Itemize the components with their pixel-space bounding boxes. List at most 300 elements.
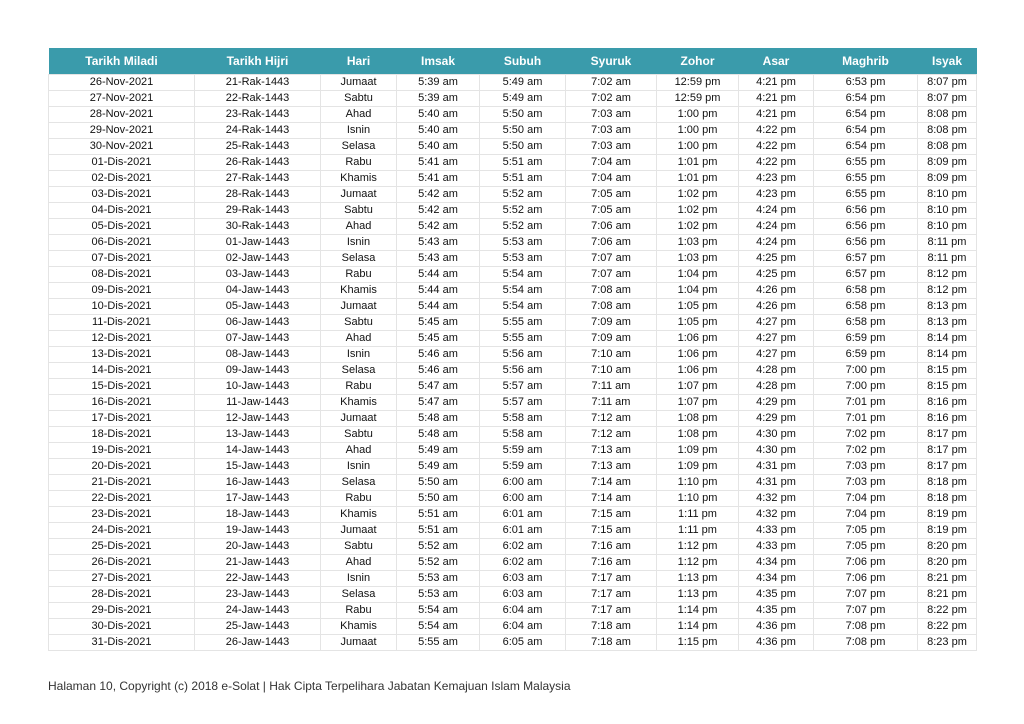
cell-tarikh-hijri: 25-Jaw-1443 <box>195 619 321 635</box>
cell-tarikh-hijri: 12-Jaw-1443 <box>195 411 321 427</box>
cell-isyak: 8:08 pm <box>918 139 977 155</box>
cell-syuruk: 7:05 am <box>566 203 657 219</box>
cell-subuh: 5:57 am <box>480 395 566 411</box>
cell-maghrib: 7:01 pm <box>814 411 918 427</box>
cell-subuh: 5:59 am <box>480 443 566 459</box>
cell-zohor: 1:01 pm <box>657 155 739 171</box>
cell-zohor: 1:00 pm <box>657 107 739 123</box>
table-row <box>49 395 977 411</box>
cell-subuh: 6:01 am <box>480 523 566 539</box>
cell-asar: 4:27 pm <box>739 315 814 331</box>
cell-syuruk: 7:06 am <box>566 235 657 251</box>
cell-imsak: 5:47 am <box>397 395 480 411</box>
cell-hari: Jumaat <box>321 411 397 427</box>
cell-zohor: 1:12 pm <box>657 555 739 571</box>
cell-zohor: 1:10 pm <box>657 491 739 507</box>
cell-zohor: 12:59 pm <box>657 75 739 91</box>
cell-tarikh-miladi: 29-Dis-2021 <box>49 603 195 619</box>
cell-hari: Selasa <box>321 139 397 155</box>
cell-imsak: 5:42 am <box>397 219 480 235</box>
table-row <box>49 555 977 571</box>
cell-asar: 4:32 pm <box>739 491 814 507</box>
cell-isyak: 8:19 pm <box>918 507 977 523</box>
cell-hari: Selasa <box>321 363 397 379</box>
cell-isyak: 8:07 pm <box>918 75 977 91</box>
cell-isyak: 8:15 pm <box>918 363 977 379</box>
cell-zohor: 1:03 pm <box>657 235 739 251</box>
cell-tarikh-hijri: 01-Jaw-1443 <box>195 235 321 251</box>
cell-zohor: 1:08 pm <box>657 427 739 443</box>
cell-subuh: 5:55 am <box>480 315 566 331</box>
cell-syuruk: 7:17 am <box>566 587 657 603</box>
cell-asar: 4:21 pm <box>739 107 814 123</box>
cell-tarikh-hijri: 23-Rak-1443 <box>195 107 321 123</box>
cell-tarikh-hijri: 19-Jaw-1443 <box>195 523 321 539</box>
cell-imsak: 5:40 am <box>397 139 480 155</box>
table-header-row <box>49 48 977 75</box>
cell-isyak: 8:14 pm <box>918 331 977 347</box>
cell-imsak: 5:42 am <box>397 187 480 203</box>
table-row <box>49 571 977 587</box>
cell-zohor: 1:03 pm <box>657 251 739 267</box>
table-row <box>49 507 977 523</box>
cell-syuruk: 7:14 am <box>566 475 657 491</box>
cell-subuh: 6:02 am <box>480 555 566 571</box>
cell-hari: Khamis <box>321 395 397 411</box>
cell-asar: 4:33 pm <box>739 523 814 539</box>
table-row <box>49 539 977 555</box>
cell-maghrib: 6:54 pm <box>814 123 918 139</box>
table-row <box>49 283 977 299</box>
cell-tarikh-hijri: 26-Jaw-1443 <box>195 635 321 651</box>
cell-hari: Khamis <box>321 283 397 299</box>
cell-maghrib: 7:07 pm <box>814 603 918 619</box>
cell-tarikh-miladi: 09-Dis-2021 <box>49 283 195 299</box>
cell-maghrib: 7:08 pm <box>814 619 918 635</box>
cell-tarikh-hijri: 20-Jaw-1443 <box>195 539 321 555</box>
cell-tarikh-miladi: 27-Dis-2021 <box>49 571 195 587</box>
cell-imsak: 5:47 am <box>397 379 480 395</box>
cell-subuh: 5:50 am <box>480 107 566 123</box>
cell-tarikh-hijri: 10-Jaw-1443 <box>195 379 321 395</box>
cell-syuruk: 7:10 am <box>566 347 657 363</box>
cell-tarikh-hijri: 22-Rak-1443 <box>195 91 321 107</box>
table-body <box>49 75 977 651</box>
cell-tarikh-miladi: 13-Dis-2021 <box>49 347 195 363</box>
cell-isyak: 8:08 pm <box>918 107 977 123</box>
cell-hari: Rabu <box>321 379 397 395</box>
column-header-subuh: Subuh <box>480 48 566 75</box>
cell-imsak: 5:43 am <box>397 235 480 251</box>
cell-imsak: 5:40 am <box>397 107 480 123</box>
cell-imsak: 5:46 am <box>397 347 480 363</box>
table-row <box>49 331 977 347</box>
cell-tarikh-miladi: 30-Dis-2021 <box>49 619 195 635</box>
cell-tarikh-miladi: 26-Nov-2021 <box>49 75 195 91</box>
cell-syuruk: 7:09 am <box>566 331 657 347</box>
cell-asar: 4:26 pm <box>739 283 814 299</box>
cell-asar: 4:35 pm <box>739 587 814 603</box>
cell-asar: 4:22 pm <box>739 155 814 171</box>
cell-maghrib: 7:05 pm <box>814 523 918 539</box>
cell-maghrib: 6:55 pm <box>814 171 918 187</box>
cell-imsak: 5:53 am <box>397 587 480 603</box>
cell-tarikh-miladi: 16-Dis-2021 <box>49 395 195 411</box>
cell-tarikh-hijri: 25-Rak-1443 <box>195 139 321 155</box>
cell-hari: Khamis <box>321 619 397 635</box>
cell-isyak: 8:11 pm <box>918 251 977 267</box>
cell-isyak: 8:18 pm <box>918 475 977 491</box>
table-row <box>49 203 977 219</box>
cell-tarikh-miladi: 30-Nov-2021 <box>49 139 195 155</box>
cell-tarikh-hijri: 28-Rak-1443 <box>195 187 321 203</box>
cell-zohor: 1:09 pm <box>657 459 739 475</box>
cell-isyak: 8:17 pm <box>918 427 977 443</box>
cell-tarikh-hijri: 18-Jaw-1443 <box>195 507 321 523</box>
cell-asar: 4:23 pm <box>739 171 814 187</box>
cell-asar: 4:34 pm <box>739 571 814 587</box>
cell-imsak: 5:51 am <box>397 507 480 523</box>
prayer-times-table <box>48 48 977 651</box>
cell-syuruk: 7:08 am <box>566 299 657 315</box>
cell-hari: Isnin <box>321 459 397 475</box>
cell-tarikh-hijri: 22-Jaw-1443 <box>195 571 321 587</box>
cell-tarikh-miladi: 08-Dis-2021 <box>49 267 195 283</box>
cell-asar: 4:31 pm <box>739 459 814 475</box>
cell-tarikh-hijri: 04-Jaw-1443 <box>195 283 321 299</box>
cell-isyak: 8:10 pm <box>918 219 977 235</box>
cell-subuh: 6:00 am <box>480 491 566 507</box>
cell-hari: Rabu <box>321 155 397 171</box>
cell-subuh: 6:03 am <box>480 571 566 587</box>
cell-imsak: 5:49 am <box>397 443 480 459</box>
cell-tarikh-hijri: 24-Rak-1443 <box>195 123 321 139</box>
cell-hari: Khamis <box>321 171 397 187</box>
cell-tarikh-miladi: 04-Dis-2021 <box>49 203 195 219</box>
cell-asar: 4:27 pm <box>739 331 814 347</box>
table-row <box>49 139 977 155</box>
cell-isyak: 8:10 pm <box>918 203 977 219</box>
cell-maghrib: 6:55 pm <box>814 187 918 203</box>
cell-tarikh-miladi: 07-Dis-2021 <box>49 251 195 267</box>
cell-tarikh-miladi: 15-Dis-2021 <box>49 379 195 395</box>
cell-asar: 4:21 pm <box>739 91 814 107</box>
cell-isyak: 8:07 pm <box>918 91 977 107</box>
cell-zohor: 1:06 pm <box>657 331 739 347</box>
cell-zohor: 1:14 pm <box>657 603 739 619</box>
cell-tarikh-hijri: 11-Jaw-1443 <box>195 395 321 411</box>
cell-syuruk: 7:13 am <box>566 459 657 475</box>
cell-subuh: 5:57 am <box>480 379 566 395</box>
cell-syuruk: 7:15 am <box>566 523 657 539</box>
cell-hari: Jumaat <box>321 523 397 539</box>
cell-isyak: 8:13 pm <box>918 299 977 315</box>
cell-zohor: 1:05 pm <box>657 299 739 315</box>
cell-imsak: 5:52 am <box>397 539 480 555</box>
cell-zohor: 1:02 pm <box>657 203 739 219</box>
cell-tarikh-miladi: 05-Dis-2021 <box>49 219 195 235</box>
cell-asar: 4:23 pm <box>739 187 814 203</box>
cell-maghrib: 6:54 pm <box>814 107 918 123</box>
cell-zohor: 1:04 pm <box>657 267 739 283</box>
cell-asar: 4:25 pm <box>739 251 814 267</box>
cell-zohor: 1:13 pm <box>657 587 739 603</box>
column-header-maghrib: Maghrib <box>814 48 918 75</box>
cell-hari: Selasa <box>321 251 397 267</box>
cell-asar: 4:28 pm <box>739 363 814 379</box>
cell-subuh: 5:56 am <box>480 347 566 363</box>
cell-tarikh-miladi: 25-Dis-2021 <box>49 539 195 555</box>
cell-zohor: 1:01 pm <box>657 171 739 187</box>
cell-hari: Sabtu <box>321 91 397 107</box>
cell-zohor: 1:06 pm <box>657 347 739 363</box>
cell-maghrib: 6:58 pm <box>814 283 918 299</box>
cell-zohor: 1:00 pm <box>657 123 739 139</box>
cell-tarikh-miladi: 02-Dis-2021 <box>49 171 195 187</box>
cell-syuruk: 7:12 am <box>566 411 657 427</box>
table-row <box>49 235 977 251</box>
cell-tarikh-hijri: 02-Jaw-1443 <box>195 251 321 267</box>
cell-tarikh-miladi: 14-Dis-2021 <box>49 363 195 379</box>
cell-isyak: 8:20 pm <box>918 539 977 555</box>
cell-asar: 4:22 pm <box>739 123 814 139</box>
cell-zohor: 1:07 pm <box>657 395 739 411</box>
cell-zohor: 1:10 pm <box>657 475 739 491</box>
cell-tarikh-miladi: 22-Dis-2021 <box>49 491 195 507</box>
cell-syuruk: 7:16 am <box>566 539 657 555</box>
cell-tarikh-hijri: 24-Jaw-1443 <box>195 603 321 619</box>
cell-zohor: 1:05 pm <box>657 315 739 331</box>
cell-zohor: 1:12 pm <box>657 539 739 555</box>
cell-subuh: 6:03 am <box>480 587 566 603</box>
column-header-tarikh-hijri: Tarikh Hijri <box>195 48 321 75</box>
cell-isyak: 8:22 pm <box>918 619 977 635</box>
cell-syuruk: 7:12 am <box>566 427 657 443</box>
cell-tarikh-miladi: 27-Nov-2021 <box>49 91 195 107</box>
cell-subuh: 6:05 am <box>480 635 566 651</box>
cell-tarikh-miladi: 11-Dis-2021 <box>49 315 195 331</box>
cell-maghrib: 6:59 pm <box>814 331 918 347</box>
cell-subuh: 5:51 am <box>480 155 566 171</box>
cell-isyak: 8:14 pm <box>918 347 977 363</box>
cell-asar: 4:32 pm <box>739 507 814 523</box>
cell-syuruk: 7:09 am <box>566 315 657 331</box>
cell-hari: Sabtu <box>321 539 397 555</box>
cell-syuruk: 7:18 am <box>566 619 657 635</box>
cell-tarikh-miladi: 17-Dis-2021 <box>49 411 195 427</box>
cell-hari: Selasa <box>321 475 397 491</box>
cell-maghrib: 6:56 pm <box>814 203 918 219</box>
table-row <box>49 219 977 235</box>
cell-isyak: 8:08 pm <box>918 123 977 139</box>
table-row <box>49 475 977 491</box>
cell-syuruk: 7:10 am <box>566 363 657 379</box>
cell-imsak: 5:55 am <box>397 635 480 651</box>
cell-maghrib: 7:02 pm <box>814 443 918 459</box>
table-row <box>49 363 977 379</box>
cell-hari: Sabtu <box>321 203 397 219</box>
cell-syuruk: 7:16 am <box>566 555 657 571</box>
cell-asar: 4:29 pm <box>739 411 814 427</box>
cell-subuh: 5:56 am <box>480 363 566 379</box>
cell-zohor: 1:11 pm <box>657 523 739 539</box>
cell-imsak: 5:51 am <box>397 523 480 539</box>
cell-isyak: 8:09 pm <box>918 155 977 171</box>
cell-zohor: 1:02 pm <box>657 219 739 235</box>
cell-zohor: 1:08 pm <box>657 411 739 427</box>
cell-imsak: 5:54 am <box>397 603 480 619</box>
cell-syuruk: 7:02 am <box>566 75 657 91</box>
cell-tarikh-hijri: 27-Rak-1443 <box>195 171 321 187</box>
cell-syuruk: 7:11 am <box>566 395 657 411</box>
cell-isyak: 8:12 pm <box>918 283 977 299</box>
cell-hari: Rabu <box>321 491 397 507</box>
cell-syuruk: 7:13 am <box>566 443 657 459</box>
cell-subuh: 5:58 am <box>480 411 566 427</box>
cell-imsak: 5:45 am <box>397 315 480 331</box>
cell-imsak: 5:44 am <box>397 267 480 283</box>
cell-asar: 4:31 pm <box>739 475 814 491</box>
cell-syuruk: 7:11 am <box>566 379 657 395</box>
cell-tarikh-hijri: 06-Jaw-1443 <box>195 315 321 331</box>
cell-imsak: 5:52 am <box>397 555 480 571</box>
cell-subuh: 5:55 am <box>480 331 566 347</box>
cell-isyak: 8:12 pm <box>918 267 977 283</box>
cell-subuh: 5:50 am <box>480 139 566 155</box>
cell-maghrib: 7:00 pm <box>814 363 918 379</box>
cell-subuh: 5:54 am <box>480 283 566 299</box>
cell-subuh: 5:58 am <box>480 427 566 443</box>
cell-subuh: 5:49 am <box>480 75 566 91</box>
cell-syuruk: 7:04 am <box>566 171 657 187</box>
cell-tarikh-miladi: 21-Dis-2021 <box>49 475 195 491</box>
cell-tarikh-hijri: 26-Rak-1443 <box>195 155 321 171</box>
cell-imsak: 5:49 am <box>397 459 480 475</box>
table-row <box>49 155 977 171</box>
cell-tarikh-hijri: 21-Jaw-1443 <box>195 555 321 571</box>
table-row <box>49 523 977 539</box>
cell-asar: 4:21 pm <box>739 75 814 91</box>
cell-hari: Selasa <box>321 587 397 603</box>
cell-imsak: 5:48 am <box>397 427 480 443</box>
cell-tarikh-hijri: 16-Jaw-1443 <box>195 475 321 491</box>
cell-hari: Jumaat <box>321 75 397 91</box>
cell-syuruk: 7:08 am <box>566 283 657 299</box>
cell-subuh: 6:02 am <box>480 539 566 555</box>
cell-hari: Ahad <box>321 443 397 459</box>
cell-maghrib: 6:57 pm <box>814 251 918 267</box>
cell-asar: 4:28 pm <box>739 379 814 395</box>
cell-zohor: 1:09 pm <box>657 443 739 459</box>
table-row <box>49 107 977 123</box>
cell-hari: Isnin <box>321 123 397 139</box>
cell-subuh: 5:53 am <box>480 235 566 251</box>
cell-imsak: 5:41 am <box>397 155 480 171</box>
cell-zohor: 1:11 pm <box>657 507 739 523</box>
cell-syuruk: 7:02 am <box>566 91 657 107</box>
cell-maghrib: 6:58 pm <box>814 299 918 315</box>
cell-hari: Sabtu <box>321 427 397 443</box>
cell-subuh: 5:53 am <box>480 251 566 267</box>
cell-isyak: 8:10 pm <box>918 187 977 203</box>
cell-tarikh-miladi: 20-Dis-2021 <box>49 459 195 475</box>
cell-hari: Rabu <box>321 267 397 283</box>
column-header-tarikh-miladi: Tarikh Miladi <box>49 48 195 75</box>
cell-maghrib: 6:55 pm <box>814 155 918 171</box>
cell-maghrib: 6:57 pm <box>814 267 918 283</box>
table-row <box>49 619 977 635</box>
cell-tarikh-miladi: 28-Dis-2021 <box>49 587 195 603</box>
column-header-isyak: Isyak <box>918 48 977 75</box>
cell-maghrib: 7:07 pm <box>814 587 918 603</box>
cell-syuruk: 7:17 am <box>566 571 657 587</box>
cell-hari: Isnin <box>321 347 397 363</box>
cell-hari: Rabu <box>321 603 397 619</box>
cell-hari: Jumaat <box>321 187 397 203</box>
cell-tarikh-miladi: 12-Dis-2021 <box>49 331 195 347</box>
cell-hari: Ahad <box>321 555 397 571</box>
table-row <box>49 75 977 91</box>
cell-imsak: 5:43 am <box>397 251 480 267</box>
cell-isyak: 8:23 pm <box>918 635 977 651</box>
cell-tarikh-hijri: 09-Jaw-1443 <box>195 363 321 379</box>
cell-tarikh-miladi: 23-Dis-2021 <box>49 507 195 523</box>
cell-tarikh-hijri: 14-Jaw-1443 <box>195 443 321 459</box>
cell-isyak: 8:16 pm <box>918 395 977 411</box>
cell-isyak: 8:11 pm <box>918 235 977 251</box>
cell-tarikh-miladi: 28-Nov-2021 <box>49 107 195 123</box>
cell-imsak: 5:50 am <box>397 491 480 507</box>
cell-hari: Khamis <box>321 507 397 523</box>
table-row <box>49 411 977 427</box>
cell-maghrib: 7:04 pm <box>814 507 918 523</box>
cell-imsak: 5:54 am <box>397 619 480 635</box>
cell-maghrib: 6:54 pm <box>814 91 918 107</box>
cell-maghrib: 7:05 pm <box>814 539 918 555</box>
cell-syuruk: 7:03 am <box>566 123 657 139</box>
cell-tarikh-miladi: 24-Dis-2021 <box>49 523 195 539</box>
cell-asar: 4:26 pm <box>739 299 814 315</box>
cell-tarikh-hijri: 08-Jaw-1443 <box>195 347 321 363</box>
cell-maghrib: 7:03 pm <box>814 459 918 475</box>
cell-subuh: 5:49 am <box>480 91 566 107</box>
cell-syuruk: 7:04 am <box>566 155 657 171</box>
cell-tarikh-miladi: 03-Dis-2021 <box>49 187 195 203</box>
cell-maghrib: 7:06 pm <box>814 571 918 587</box>
cell-asar: 4:24 pm <box>739 203 814 219</box>
cell-tarikh-hijri: 05-Jaw-1443 <box>195 299 321 315</box>
cell-maghrib: 7:01 pm <box>814 395 918 411</box>
table-row <box>49 187 977 203</box>
cell-subuh: 6:00 am <box>480 475 566 491</box>
cell-syuruk: 7:17 am <box>566 603 657 619</box>
table-row <box>49 347 977 363</box>
cell-zohor: 1:07 pm <box>657 379 739 395</box>
cell-tarikh-miladi: 01-Dis-2021 <box>49 155 195 171</box>
cell-tarikh-hijri: 29-Rak-1443 <box>195 203 321 219</box>
table-row <box>49 171 977 187</box>
cell-subuh: 5:52 am <box>480 203 566 219</box>
cell-imsak: 5:42 am <box>397 203 480 219</box>
cell-imsak: 5:41 am <box>397 171 480 187</box>
cell-subuh: 5:51 am <box>480 171 566 187</box>
table-row <box>49 267 977 283</box>
cell-zohor: 1:06 pm <box>657 363 739 379</box>
cell-isyak: 8:15 pm <box>918 379 977 395</box>
cell-tarikh-hijri: 07-Jaw-1443 <box>195 331 321 347</box>
cell-asar: 4:36 pm <box>739 619 814 635</box>
page-footer: Halaman 10, Copyright (c) 2018 e-Solat | Hak Cipta Terpelihara Jabatan Kemajuan Islam Malaysia <box>48 679 571 693</box>
